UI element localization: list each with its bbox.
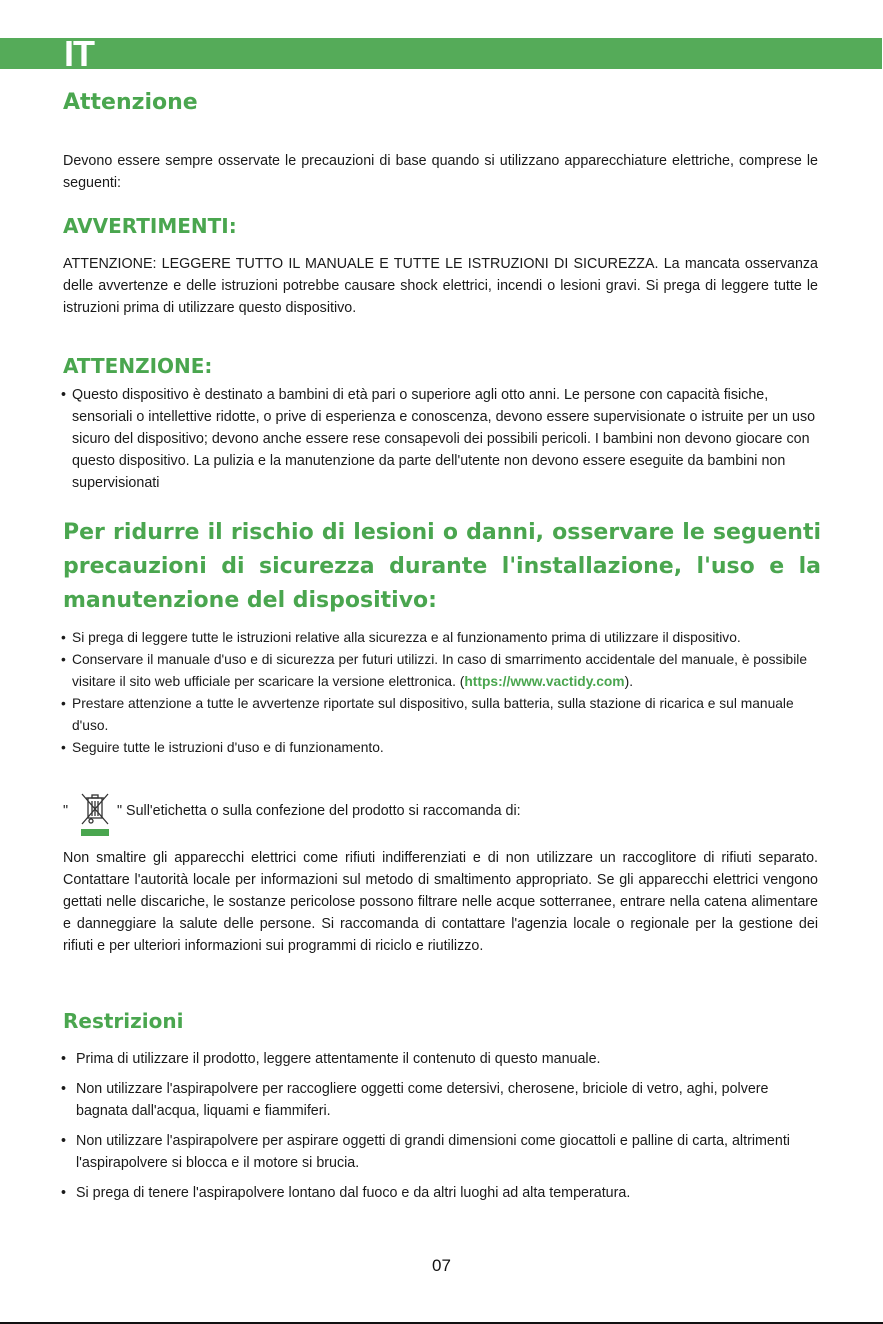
list-item: • Si prega di leggere tutte le istruzioni relative alla sicurezza e al funzionamento prima di utilizzare il dispositivo.	[61, 627, 821, 649]
weee-notice	[63, 790, 823, 840]
restrizioni-bullet-list	[61, 1048, 821, 1212]
list-item: • Non utilizzare l'aspirapolvere per raccogliere oggetti come detersivi, cherosene, briciole di vetro, aghi, polvere bagnata dall'acqua, liquami e fiammiferi.	[61, 1078, 821, 1122]
disposal-text: Non smaltire gli apparecchi elettrici come rifiuti indifferenziati e di non utilizzare un raccoglitore di rifiuti separato. Contattare l'autorità locale per informazioni sul metodo di smaltimento appropriato. Se gli apparecchi elettrici vengono gettati nelle discariche, le sostanze pericolose possono filtrare nelle acque sotterranee, entrare nella catena alimentare e danneggiare la salute delle persone. Si raccomanda di contattare l'agenzia locale o regionale per la gestione dei rifiuti e per ulteriori informazioni sui programmi di riciclo e riutilizzo.	[63, 850, 818, 954]
list-item: • Seguire tutte le istruzioni d'uso e di funzionamento.	[61, 737, 821, 759]
list-item	[61, 649, 821, 693]
weee-text: " Sull'etichetta o sulla confezione del prodotto si raccomanda di:	[117, 803, 521, 819]
list-item: • Prestare attenzione a tutte le avvertenze riportate sul dispositivo, sulla batteria, sulla stazione di ricarica e sul manuale d'uso.	[61, 693, 821, 737]
list-item-text: Conservare il manuale d'uso e di sicurezza per futuri utilizzi. In caso di smarrimento accidentale del manuale, è possibile visitare il sito web ufficiale per scaricare la versione elettronica. (	[72, 652, 807, 689]
list-item: • Non utilizzare l'aspirapolvere per aspirare oggetti di grandi dimensioni come giocattoli e palline di carta, altrimenti l'aspirapolvere si blocca e il motore si brucia.	[61, 1130, 821, 1174]
section-title-attenzione-2: ATTENZIONE:	[63, 354, 213, 378]
language-header-bar	[0, 33, 882, 74]
avvertimenti-text: ATTENZIONE: LEGGERE TUTTO IL MANUALE E TUTTE LE ISTRUZIONI DI SICUREZZA. La mancata osservanza delle avvertenze e delle istruzioni potrebbe causare shock elettrici, incendi o lesioni gravi. Si prega di leggere tutte le istruzioni prima di utilizzare questo dispositivo.	[63, 256, 818, 316]
section-title-avvertimenti: AVVERTIMENTI:	[63, 214, 237, 238]
language-code: IT	[64, 33, 94, 74]
list-item: • Si prega di tenere l'aspirapolvere lontano dal fuoco e da altri luoghi ad alta temperatura.	[61, 1182, 821, 1204]
quote-mark: "	[63, 803, 69, 819]
list-item: • Questo dispositivo è destinato a bambini di età pari o superiore agli otto anni. Le persone con capacità fisiche, sensoriali o intellettive ridotte, o prive di esperienza e conoscenza, devono essere supervisionate o istruite per un uso sicuro del dispositivo; devono anche essere rese consapevoli dei possibili pericoli. I bambini non devono giocare con questo dispositivo. La pulizia e la manutenzione da parte dell'utente non devono essere eseguite da bambini non supervisionati	[61, 384, 821, 494]
section-title-restrizioni: Restrizioni	[63, 1009, 184, 1033]
page-number: 07	[432, 1256, 451, 1275]
list-item: • Prima di utilizzare il prodotto, leggere attentamente il contenuto di questo manuale.	[61, 1048, 821, 1070]
crossed-bin-icon	[79, 792, 111, 838]
attenzione-bullet-list	[61, 384, 821, 494]
safety-bullet-list	[61, 627, 821, 759]
section-title-safety-precautions: Per ridurre il rischio di lesioni o danni, osservare le seguenti precauzioni di sicurezza durante l'installazione, l'uso e la manutenzione del dispositivo:	[63, 520, 821, 613]
attenzione-text: Devono essere sempre osservate le precauzioni di base quando si utilizzano apparecchiature elettriche, comprese le seguenti:	[63, 153, 818, 191]
list-item-text: ).	[624, 674, 634, 689]
section-title-attenzione: Attenzione	[63, 90, 198, 115]
website-link[interactable]: https://www.vactidy.com	[464, 674, 625, 689]
